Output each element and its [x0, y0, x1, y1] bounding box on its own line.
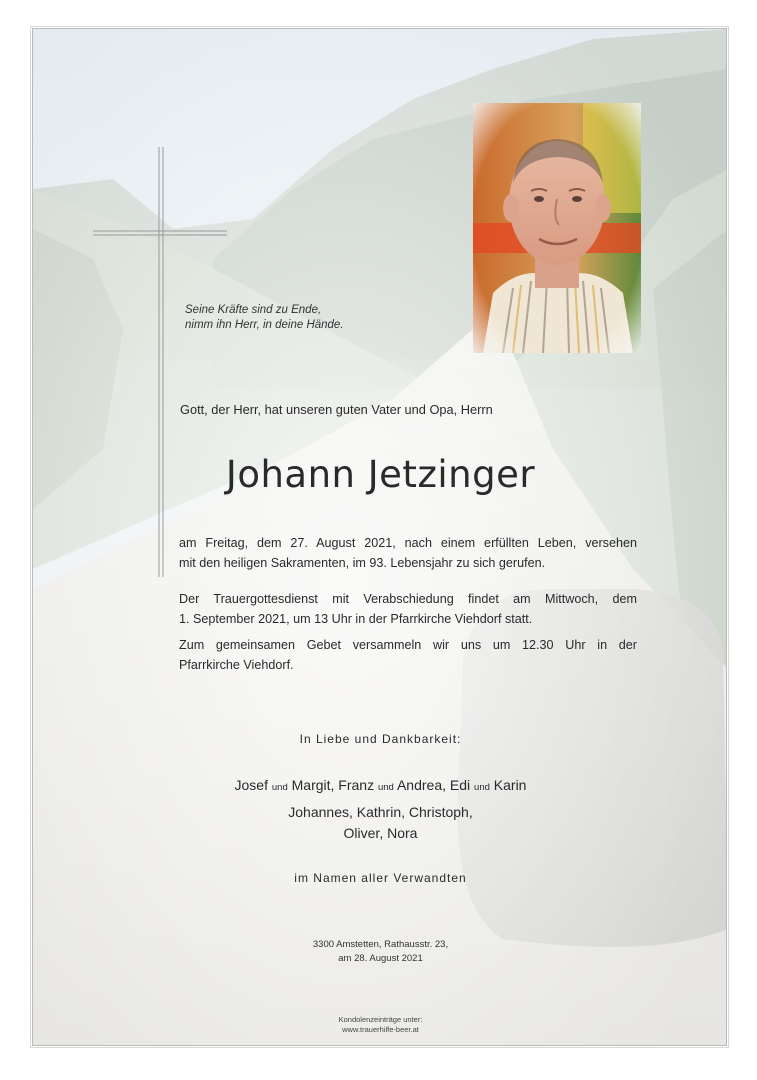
family-connector: und: [377, 782, 394, 793]
family-name: Josef: [234, 777, 268, 793]
portrait-photo: [473, 103, 641, 353]
paragraph-line: Zum gemeinsamen Gebet versammeln wir uns um 12.30 Uhr in der: [179, 638, 637, 652]
paragraph-line: am Freitag, dem 27. August 2021, nach einem erfüllten Leben, versehen: [179, 536, 637, 550]
family-connector: und: [474, 782, 490, 793]
memorial-verse: [185, 303, 445, 333]
family-name: Margit, Franz: [291, 777, 375, 793]
family-connector: und: [271, 782, 288, 793]
condolence-url: www.trauerhilfe-beer.at: [342, 1025, 419, 1034]
funeral-service-paragraph: [179, 589, 637, 629]
family-line-2: Johannes, Kathrin, Christoph,: [288, 804, 473, 820]
paragraph-line: Der Trauergottesdienst mit Verabschiedung findet am Mittwoch, dem: [179, 592, 637, 606]
family-name: Karin: [493, 777, 527, 793]
family-line-1: [33, 777, 727, 793]
obituary-card: [32, 28, 727, 1046]
verse-line-2: nimm ihn Herr, in deine Hände.: [185, 319, 344, 331]
prayer-paragraph: [179, 635, 637, 675]
date-line: am 28. August 2021: [338, 953, 423, 964]
paragraph-line: Pfarrkirche Viehdorf.: [179, 658, 294, 672]
family-line-3: Oliver, Nora: [343, 825, 418, 841]
family-name: Andrea, Edi: [396, 777, 471, 793]
paragraph-line: mit den heiligen Sakramenten, im 93. Lebensjahr zu sich gerufen.: [179, 556, 546, 570]
place-line: 3300 Amstetten, Rathausstr. 23,: [312, 939, 449, 950]
relatives-line: im Namen aller Verwandten: [294, 871, 467, 885]
deceased-name: Johann Jetzinger: [225, 453, 536, 496]
death-notice-paragraph: [179, 533, 637, 573]
intro-text: Gott, der Herr, hat unseren guten Vater und Opa, Herrn: [180, 402, 493, 417]
paragraph-line: 1. September 2021, um 13 Uhr in der Pfarrkirche Viehdorf statt.: [179, 612, 533, 626]
cross-icon: [93, 147, 227, 577]
verse-line-1: Seine Kräfte sind zu Ende,: [185, 304, 322, 316]
thanks-line: In Liebe und Dankbarkeit:: [299, 732, 462, 746]
condolence-label: Kondolenzeinträge unter:: [338, 1015, 423, 1024]
